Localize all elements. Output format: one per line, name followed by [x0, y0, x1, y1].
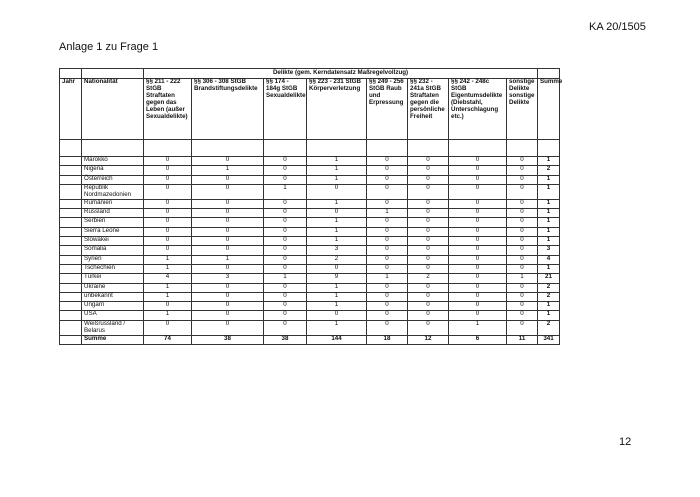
value-cell: 0: [144, 302, 192, 311]
value-cell: 0: [408, 292, 449, 301]
total-value-cell: 38: [192, 335, 264, 344]
value-cell: 0: [449, 264, 507, 273]
value-cell: 0: [408, 184, 449, 199]
value-cell: 0: [507, 166, 538, 175]
value-cell: 0: [307, 184, 367, 199]
value-cell: 1: [367, 209, 408, 218]
value-cell: 0: [507, 292, 538, 301]
value-cell: 0: [264, 209, 307, 218]
total-row: [60, 335, 560, 344]
value-cell: 2: [307, 255, 367, 264]
sum-cell: 1: [538, 218, 560, 227]
value-cell: 0: [507, 218, 538, 227]
value-cell: 0: [449, 184, 507, 199]
value-cell: 1: [307, 283, 367, 292]
value-cell: 0: [507, 320, 538, 335]
value-cell: 0: [367, 264, 408, 273]
value-cell: 0: [507, 237, 538, 246]
value-cell: 1: [307, 218, 367, 227]
value-cell: 0: [449, 199, 507, 208]
value-cell: 0: [264, 264, 307, 273]
value-cell: 0: [449, 157, 507, 166]
value-cell: 0: [449, 302, 507, 311]
sum-cell: 2: [538, 320, 560, 335]
sum-cell: 1: [538, 199, 560, 208]
value-cell: 1: [192, 166, 264, 175]
jahr-cell: [60, 157, 82, 166]
value-cell: 0: [192, 302, 264, 311]
value-cell: 0: [507, 264, 538, 273]
nationality-cell: Sierra Leone: [82, 227, 144, 236]
value-cell: 0: [367, 292, 408, 301]
total-sum-cell: 341: [538, 335, 560, 344]
value-cell: 0: [192, 199, 264, 208]
nationality-cell: Ungarn: [82, 302, 144, 311]
sum-cell: 1: [538, 227, 560, 236]
value-cell: 1: [507, 274, 538, 283]
value-cell: 0: [144, 209, 192, 218]
value-cell: 1: [307, 157, 367, 166]
value-cell: 1: [307, 302, 367, 311]
jahr-cell: [60, 264, 82, 273]
value-cell: 0: [408, 175, 449, 184]
jahr-cell: [60, 237, 82, 246]
value-cell: 0: [307, 209, 367, 218]
table-row: [60, 292, 560, 301]
nationality-cell: Weißrussland / Belarus: [82, 320, 144, 335]
value-cell: 0: [144, 227, 192, 236]
column-header: §§ 174 - 184g StGB Sexualdelikte: [264, 79, 307, 140]
value-cell: 0: [367, 302, 408, 311]
value-cell: 2: [408, 274, 449, 283]
table-row: [60, 218, 560, 227]
value-cell: 3: [307, 246, 367, 255]
value-cell: 0: [449, 283, 507, 292]
value-cell: 0: [449, 175, 507, 184]
jahr-cell: [60, 302, 82, 311]
value-cell: 0: [367, 246, 408, 255]
value-cell: 1: [144, 311, 192, 320]
value-cell: 1: [192, 255, 264, 264]
value-cell: 0: [408, 283, 449, 292]
value-cell: 0: [449, 246, 507, 255]
value-cell: 0: [264, 166, 307, 175]
value-cell: 3: [192, 274, 264, 283]
total-value-cell: 18: [367, 335, 408, 344]
document-reference: KA 20/1505: [589, 21, 646, 33]
value-cell: 0: [408, 320, 449, 335]
value-cell: 0: [408, 166, 449, 175]
value-cell: 0: [507, 302, 538, 311]
column-header: sonstige Delikte sonstige Delikte: [507, 79, 538, 140]
value-cell: 0: [507, 157, 538, 166]
page-number: 12: [619, 436, 632, 448]
value-cell: 9: [307, 274, 367, 283]
value-cell: 0: [408, 237, 449, 246]
column-header: §§ 242 - 248c StGB Eigentumsdelikte (Diebstahl, Unterschlagung etc.): [449, 79, 507, 140]
value-cell: 0: [264, 320, 307, 335]
value-cell: 0: [408, 264, 449, 273]
value-cell: 0: [449, 255, 507, 264]
nationality-cell: USA: [82, 311, 144, 320]
jahr-cell: [60, 283, 82, 292]
table-row: [60, 199, 560, 208]
value-cell: 0: [144, 199, 192, 208]
column-header-jahr: Jahr: [60, 79, 82, 140]
value-cell: 0: [192, 283, 264, 292]
value-cell: 1: [144, 264, 192, 273]
value-cell: 0: [367, 237, 408, 246]
value-cell: 0: [264, 199, 307, 208]
column-header: §§ 249 - 256 StGB Raub und Erpressung: [367, 79, 408, 140]
nationality-cell: Nigeria: [82, 166, 144, 175]
value-cell: 1: [307, 320, 367, 335]
value-cell: 1: [307, 175, 367, 184]
value-cell: 0: [507, 209, 538, 218]
value-cell: 1: [264, 274, 307, 283]
value-cell: 0: [449, 292, 507, 301]
total-label: Summe: [82, 335, 144, 344]
nationality-cell: Tschechien: [82, 264, 144, 273]
nationality-cell: Syrien: [82, 255, 144, 264]
jahr-cell: [60, 274, 82, 283]
value-cell: 0: [449, 209, 507, 218]
value-cell: 0: [367, 255, 408, 264]
sum-cell: 4: [538, 255, 560, 264]
table-row: [60, 157, 560, 166]
value-cell: 1: [307, 166, 367, 175]
jahr-cell: [60, 335, 82, 344]
value-cell: 0: [192, 218, 264, 227]
jahr-cell: [60, 311, 82, 320]
value-cell: 4: [144, 274, 192, 283]
table-row: [60, 264, 560, 273]
table-row: [60, 166, 560, 175]
sum-cell: 1: [538, 302, 560, 311]
sum-cell: 1: [538, 184, 560, 199]
jahr-cell: [60, 227, 82, 236]
total-value-cell: 11: [507, 335, 538, 344]
value-cell: 0: [408, 246, 449, 255]
value-cell: 0: [192, 227, 264, 236]
jahr-cell: [60, 199, 82, 208]
sum-cell: 3: [538, 246, 560, 255]
value-cell: 1: [449, 320, 507, 335]
sum-cell: 1: [538, 175, 560, 184]
value-cell: 0: [449, 166, 507, 175]
value-cell: 1: [367, 274, 408, 283]
sum-cell: 2: [538, 166, 560, 175]
table-row: [60, 209, 560, 218]
value-cell: 0: [449, 227, 507, 236]
nationality-cell: Ukraine: [82, 283, 144, 292]
column-header: §§ 223 - 231 StGB Körperverletzung: [307, 79, 367, 140]
value-cell: 1: [144, 255, 192, 264]
nationality-cell: Somalia: [82, 246, 144, 255]
value-cell: 0: [307, 264, 367, 273]
column-header-nationality: Nationalität: [82, 79, 144, 140]
value-cell: 0: [449, 274, 507, 283]
value-cell: 0: [367, 283, 408, 292]
jahr-cell: [60, 166, 82, 175]
table-row: [60, 255, 560, 264]
nationality-cell: Österreich: [82, 175, 144, 184]
value-cell: 0: [408, 302, 449, 311]
sum-cell: 2: [538, 283, 560, 292]
table-row: [60, 237, 560, 246]
jahr-cell: [60, 292, 82, 301]
value-cell: 0: [192, 175, 264, 184]
nationality-cell: Serbien: [82, 218, 144, 227]
group-header: Delikte (gem. Kerndatensatz Maßregelvollzug): [144, 69, 538, 79]
value-cell: 0: [192, 320, 264, 335]
table-row: [60, 311, 560, 320]
value-cell: 0: [408, 311, 449, 320]
value-cell: 0: [192, 237, 264, 246]
value-cell: 0: [192, 157, 264, 166]
value-cell: 0: [367, 184, 408, 199]
column-header-row: [60, 79, 560, 140]
value-cell: 1: [307, 199, 367, 208]
sum-cell: 1: [538, 209, 560, 218]
value-cell: 0: [408, 218, 449, 227]
value-cell: 0: [192, 292, 264, 301]
value-cell: 0: [264, 311, 307, 320]
jahr-cell: [60, 209, 82, 218]
nationality-cell: Republik Nordmazedonien: [82, 184, 144, 199]
value-cell: 0: [507, 311, 538, 320]
value-cell: 0: [192, 264, 264, 273]
value-cell: 0: [367, 199, 408, 208]
nationality-cell: Türkei: [82, 274, 144, 283]
value-cell: 1: [144, 292, 192, 301]
value-cell: 0: [367, 227, 408, 236]
sum-cell: 1: [538, 264, 560, 273]
total-value-cell: 38: [264, 335, 307, 344]
group-header-row: [60, 69, 560, 79]
table-row: [60, 227, 560, 236]
table-row: [60, 302, 560, 311]
value-cell: 0: [264, 237, 307, 246]
value-cell: 0: [192, 311, 264, 320]
value-cell: 0: [507, 199, 538, 208]
page-heading: Anlage 1 zu Frage 1: [59, 41, 159, 53]
value-cell: 0: [307, 311, 367, 320]
value-cell: 0: [264, 246, 307, 255]
value-cell: 0: [408, 157, 449, 166]
spacer-row: [60, 140, 560, 157]
offense-table: [59, 68, 563, 345]
value-cell: 0: [507, 227, 538, 236]
total-value-cell: 74: [144, 335, 192, 344]
value-cell: 0: [449, 311, 507, 320]
column-header: §§ 211 - 222 StGB Straftaten gegen das Leben (außer Sexualdelikte): [144, 79, 192, 140]
sum-cell: 21: [538, 274, 560, 283]
value-cell: 1: [307, 292, 367, 301]
jahr-cell: [60, 184, 82, 199]
value-cell: 0: [144, 157, 192, 166]
nationality-cell: Russland: [82, 209, 144, 218]
value-cell: 0: [507, 184, 538, 199]
value-cell: 1: [144, 283, 192, 292]
column-header: §§ 232 - 241a StGB Straftaten gegen die persönliche Freiheit: [408, 79, 449, 140]
nationality-cell: unbekannt: [82, 292, 144, 301]
value-cell: 0: [144, 184, 192, 199]
value-cell: 0: [192, 184, 264, 199]
table-row: [60, 175, 560, 184]
value-cell: 0: [408, 227, 449, 236]
value-cell: 0: [507, 283, 538, 292]
value-cell: 0: [367, 311, 408, 320]
table-row: [60, 184, 560, 199]
value-cell: 0: [449, 218, 507, 227]
value-cell: 0: [264, 227, 307, 236]
value-cell: 0: [264, 292, 307, 301]
value-cell: 0: [367, 166, 408, 175]
sum-cell: 1: [538, 237, 560, 246]
value-cell: 1: [307, 227, 367, 236]
value-cell: 1: [264, 184, 307, 199]
sum-cell: 1: [538, 311, 560, 320]
value-cell: 0: [264, 175, 307, 184]
value-cell: 0: [367, 157, 408, 166]
value-cell: 0: [507, 175, 538, 184]
total-value-cell: 6: [449, 335, 507, 344]
sum-cell: 2: [538, 292, 560, 301]
value-cell: 0: [264, 218, 307, 227]
value-cell: 0: [144, 218, 192, 227]
value-cell: 0: [264, 302, 307, 311]
table-row: [60, 274, 560, 283]
column-header: §§ 306 - 308 StGB Brandstiftungsdelikte: [192, 79, 264, 140]
jahr-cell: [60, 246, 82, 255]
column-header-summe: Summe: [538, 79, 560, 140]
value-cell: 0: [144, 166, 192, 175]
total-value-cell: 12: [408, 335, 449, 344]
nationality-cell: Slowakei: [82, 237, 144, 246]
value-cell: 0: [408, 209, 449, 218]
value-cell: 0: [367, 320, 408, 335]
value-cell: 0: [144, 320, 192, 335]
table-row: [60, 283, 560, 292]
value-cell: 0: [264, 255, 307, 264]
sum-cell: 1: [538, 157, 560, 166]
value-cell: 0: [192, 246, 264, 255]
nationality-cell: Rumänien: [82, 199, 144, 208]
jahr-cell: [60, 218, 82, 227]
jahr-cell: [60, 320, 82, 335]
nationality-cell: Marokko: [82, 157, 144, 166]
value-cell: 0: [144, 237, 192, 246]
value-cell: 0: [408, 199, 449, 208]
value-cell: 0: [449, 237, 507, 246]
total-value-cell: 144: [307, 335, 367, 344]
jahr-cell: [60, 175, 82, 184]
value-cell: 0: [192, 209, 264, 218]
table-row: [60, 246, 560, 255]
value-cell: 0: [144, 175, 192, 184]
value-cell: 0: [264, 157, 307, 166]
value-cell: 0: [264, 283, 307, 292]
value-cell: 0: [507, 255, 538, 264]
value-cell: 0: [507, 246, 538, 255]
value-cell: 0: [144, 246, 192, 255]
value-cell: 0: [367, 175, 408, 184]
value-cell: 0: [408, 255, 449, 264]
value-cell: 0: [367, 218, 408, 227]
jahr-cell: [60, 255, 82, 264]
table-row: [60, 320, 560, 335]
value-cell: 1: [307, 237, 367, 246]
